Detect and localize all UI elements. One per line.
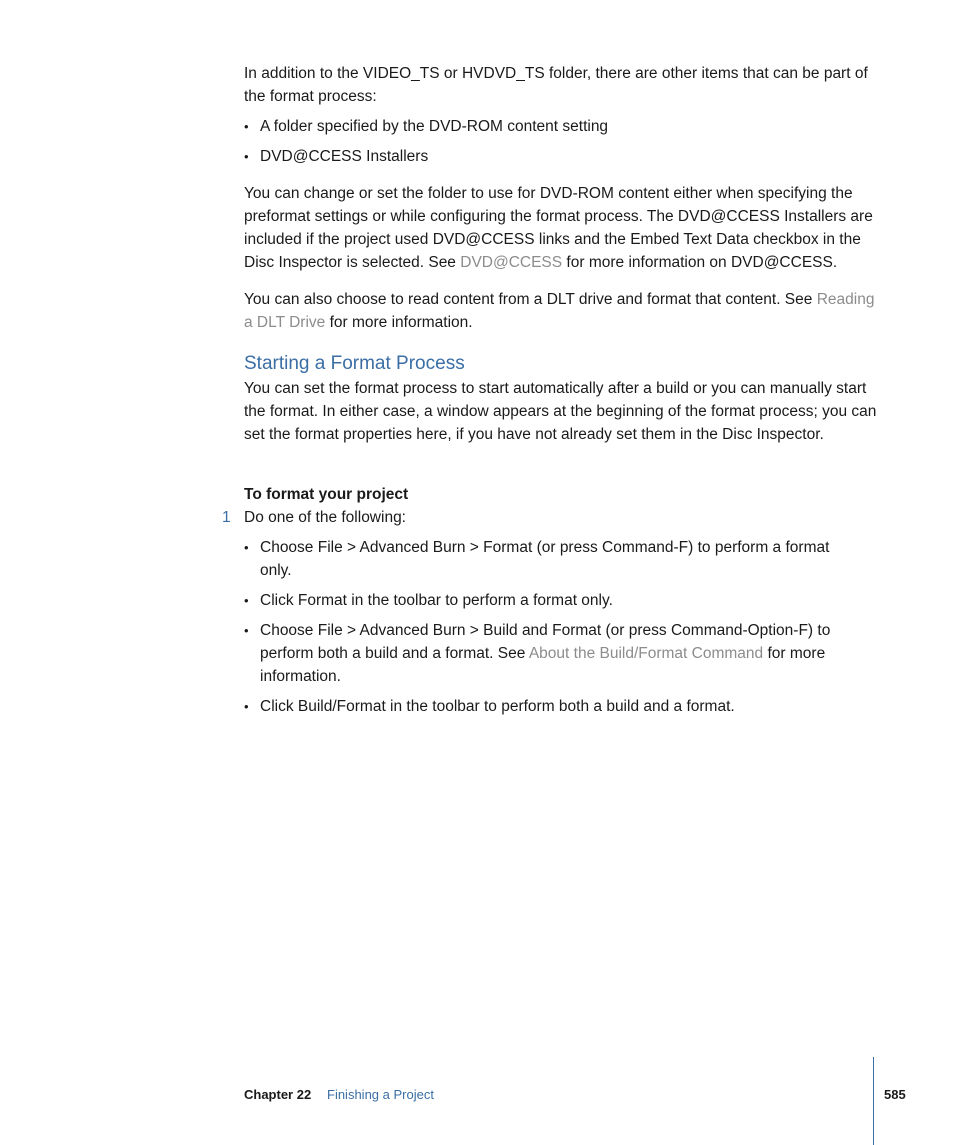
footer-chapter-title[interactable]: Finishing a Project bbox=[327, 1087, 434, 1102]
step-text: Do one of the following: bbox=[244, 509, 406, 526]
list-item bbox=[244, 536, 864, 582]
dlt-paragraph bbox=[244, 288, 880, 334]
bullet-icon: • bbox=[244, 593, 249, 608]
folder-paragraph-text: You can change or set the folder to use for DVD-ROM content either when specifying the preformat settings or while configuring the format process. The DVD@CCESS Installers are included if the project used DVD@CCESS links and the Embed Text Data checkbox in the Disc Inspector is selected. See bbox=[244, 185, 873, 271]
list-item-text: DVD@CCESS Installers bbox=[260, 148, 429, 165]
bullet-icon: • bbox=[244, 623, 249, 638]
list-item bbox=[244, 115, 864, 138]
section-body: You can set the format process to start automatically after a build or you can manually start the format. In either case, a window appears at the beginning of the format process; you can set the format properties here, if you have not already set them in the Disc Inspector. bbox=[244, 380, 877, 443]
dlt-paragraph-text: You can also choose to read content from a DLT drive and format that content. See bbox=[244, 291, 817, 308]
list-item-text: Click Format in the toolbar to perform a format only. bbox=[260, 592, 613, 609]
list-item-text-start: Choose File > Advanced Burn > Build and Format (or press Command-Option-F) to perform both a build and a format. See bbox=[260, 622, 831, 662]
footer-divider bbox=[873, 1057, 874, 1145]
list-item-text: A folder specified by the DVD-ROM content setting bbox=[260, 118, 609, 135]
list-item bbox=[244, 145, 864, 168]
list-item-text: Click Build/Format in the toolbar to perform both a build and a format. bbox=[260, 698, 735, 715]
list-item-text bbox=[260, 619, 864, 688]
list-item bbox=[244, 695, 864, 718]
bullet-icon: • bbox=[244, 119, 249, 134]
bullet-icon: • bbox=[244, 699, 249, 714]
list-item bbox=[244, 619, 864, 688]
step-number: 1 bbox=[222, 509, 231, 526]
folder-paragraph-text-end: for more information on DVD@CCESS. bbox=[562, 254, 838, 271]
folder-paragraph bbox=[244, 182, 880, 274]
footer-chapter: Chapter 22 bbox=[244, 1087, 312, 1102]
reading-dlt-drive-link[interactable]: Reading a DLT Drive bbox=[244, 291, 875, 331]
page-number: 585 bbox=[884, 1087, 906, 1102]
bullet-icon: • bbox=[244, 149, 249, 164]
task-title: To format your project bbox=[244, 486, 409, 503]
dvdaccess-link[interactable]: DVD@CCESS bbox=[460, 254, 563, 271]
list-item bbox=[244, 589, 864, 612]
dlt-paragraph-text-end: for more information. bbox=[325, 314, 473, 331]
list-item-text: Choose File > Advanced Burn > Format (or press Command-F) to perform a format only. bbox=[260, 539, 830, 579]
section-heading: Starting a Format Process bbox=[244, 353, 465, 374]
bullet-icon: • bbox=[244, 540, 249, 555]
intro-paragraph: In addition to the VIDEO_TS or HVDVD_TS folder, there are other items that can be part of the format process: bbox=[244, 65, 868, 105]
list-item-text-end: for more information. bbox=[260, 645, 826, 685]
build-format-command-link[interactable]: About the Build/Format Command bbox=[528, 645, 764, 662]
